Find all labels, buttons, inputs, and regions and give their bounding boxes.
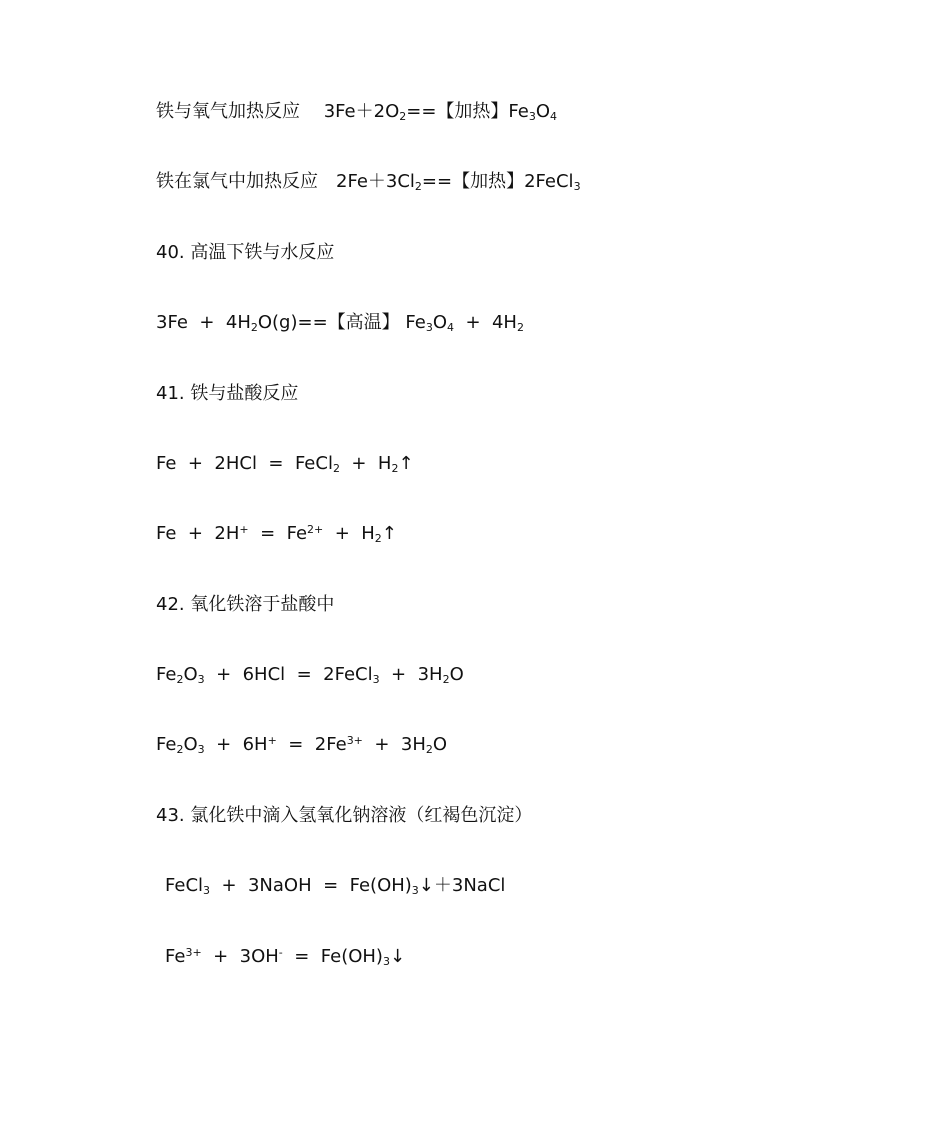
- subscript: 4: [550, 110, 558, 123]
- subscript: 2: [414, 180, 422, 193]
- subscript: 2: [374, 532, 382, 545]
- superscript: 3+: [346, 734, 363, 747]
- subscript: 2: [176, 673, 184, 686]
- heading-42: [156, 593, 334, 617]
- subscript: 2: [516, 321, 524, 334]
- text-run: ↓: [389, 946, 406, 967]
- ionic-equation-fe-hcl: [156, 522, 397, 546]
- text-run: Fe: [165, 946, 186, 967]
- text-run: Fe: [156, 734, 177, 755]
- line-fe-chlorine-reaction: [156, 170, 581, 194]
- text-run: + 6HCl = 2FeCl: [204, 664, 373, 685]
- text-run: 43. 氯化铁中滴入氢氧化钠溶液（红褐色沉淀）: [156, 805, 533, 826]
- text-run: + 4H: [454, 312, 517, 333]
- subscript: 3: [382, 955, 390, 968]
- text-run: + H: [323, 523, 375, 544]
- text-run: O: [432, 734, 448, 755]
- text-run: = Fe(OH): [282, 946, 383, 967]
- text-run: + 3OH: [201, 946, 279, 967]
- text-run: O(g)==【高温】 Fe: [257, 312, 426, 333]
- subscript: 3: [411, 884, 419, 897]
- text-run: ==【加热】2FeCl: [421, 171, 574, 192]
- subscript: 3: [573, 180, 581, 193]
- heading-40: [156, 241, 334, 265]
- heading-43: [156, 804, 532, 828]
- line-fe-oxygen-reaction: [156, 100, 557, 124]
- text-run: O: [535, 101, 551, 122]
- text-run: + 3H: [362, 734, 426, 755]
- text-run: 40. 高温下铁与水反应: [156, 242, 335, 263]
- equation-fe-water: [156, 311, 524, 335]
- text-run: = Fe: [248, 523, 308, 544]
- text-run: ↓＋3NaCl: [418, 875, 506, 896]
- text-run: 铁与氧气加热反应 3Fe＋2O: [156, 101, 400, 122]
- subscript: 3: [372, 673, 380, 686]
- heading-41: [156, 382, 298, 406]
- text-run: Fe + 2HCl = FeCl: [156, 453, 333, 474]
- text-run: + 3NaOH = Fe(OH): [210, 875, 412, 896]
- equation-fecl3-naoh: [165, 874, 505, 898]
- subscript: 2: [399, 110, 407, 123]
- text-run: + 3H: [379, 664, 443, 685]
- text-run: O: [183, 664, 198, 685]
- ionic-equation-fe3-oh: [165, 945, 405, 969]
- text-run: 42. 氧化铁溶于盐酸中: [156, 594, 335, 615]
- text-run: ==【加热】Fe: [406, 101, 529, 122]
- subscript: 3: [197, 673, 205, 686]
- superscript: -: [278, 946, 283, 959]
- subscript: 4: [447, 321, 454, 334]
- text-run: 铁在氯气中加热反应 2Fe＋3Cl: [156, 171, 415, 192]
- text-run: O: [449, 664, 464, 685]
- text-run: Fe + 2H: [156, 523, 240, 544]
- text-run: + 6H: [204, 734, 268, 755]
- subscript: 3: [425, 321, 433, 334]
- superscript: 3+: [185, 946, 202, 959]
- equation-fe-hcl: [156, 452, 414, 476]
- superscript: +: [239, 523, 249, 536]
- text-run: O: [183, 734, 198, 755]
- text-run: Fe: [156, 664, 177, 685]
- subscript: 2: [391, 462, 399, 475]
- subscript: 2: [425, 743, 433, 756]
- text-run: + H: [339, 453, 392, 474]
- equation-fe2o3-hcl: [156, 663, 464, 687]
- text-run: FeCl: [165, 875, 204, 896]
- text-run: ↑: [381, 523, 397, 544]
- subscript: 2: [332, 462, 340, 475]
- subscript: 3: [203, 884, 211, 897]
- subscript: 2: [176, 743, 184, 756]
- text-run: 3Fe + 4H: [156, 312, 251, 333]
- text-run: ↑: [398, 453, 414, 474]
- subscript: 2: [442, 673, 450, 686]
- ionic-equation-fe2o3-hcl: [156, 733, 447, 757]
- subscript: 2: [250, 321, 258, 334]
- text-run: 41. 铁与盐酸反应: [156, 383, 299, 404]
- text-run: = 2Fe: [276, 734, 347, 755]
- superscript: +: [267, 734, 277, 747]
- text-run: O: [432, 312, 447, 333]
- subscript: 3: [528, 110, 536, 123]
- subscript: 3: [197, 743, 205, 756]
- superscript: 2+: [307, 523, 324, 536]
